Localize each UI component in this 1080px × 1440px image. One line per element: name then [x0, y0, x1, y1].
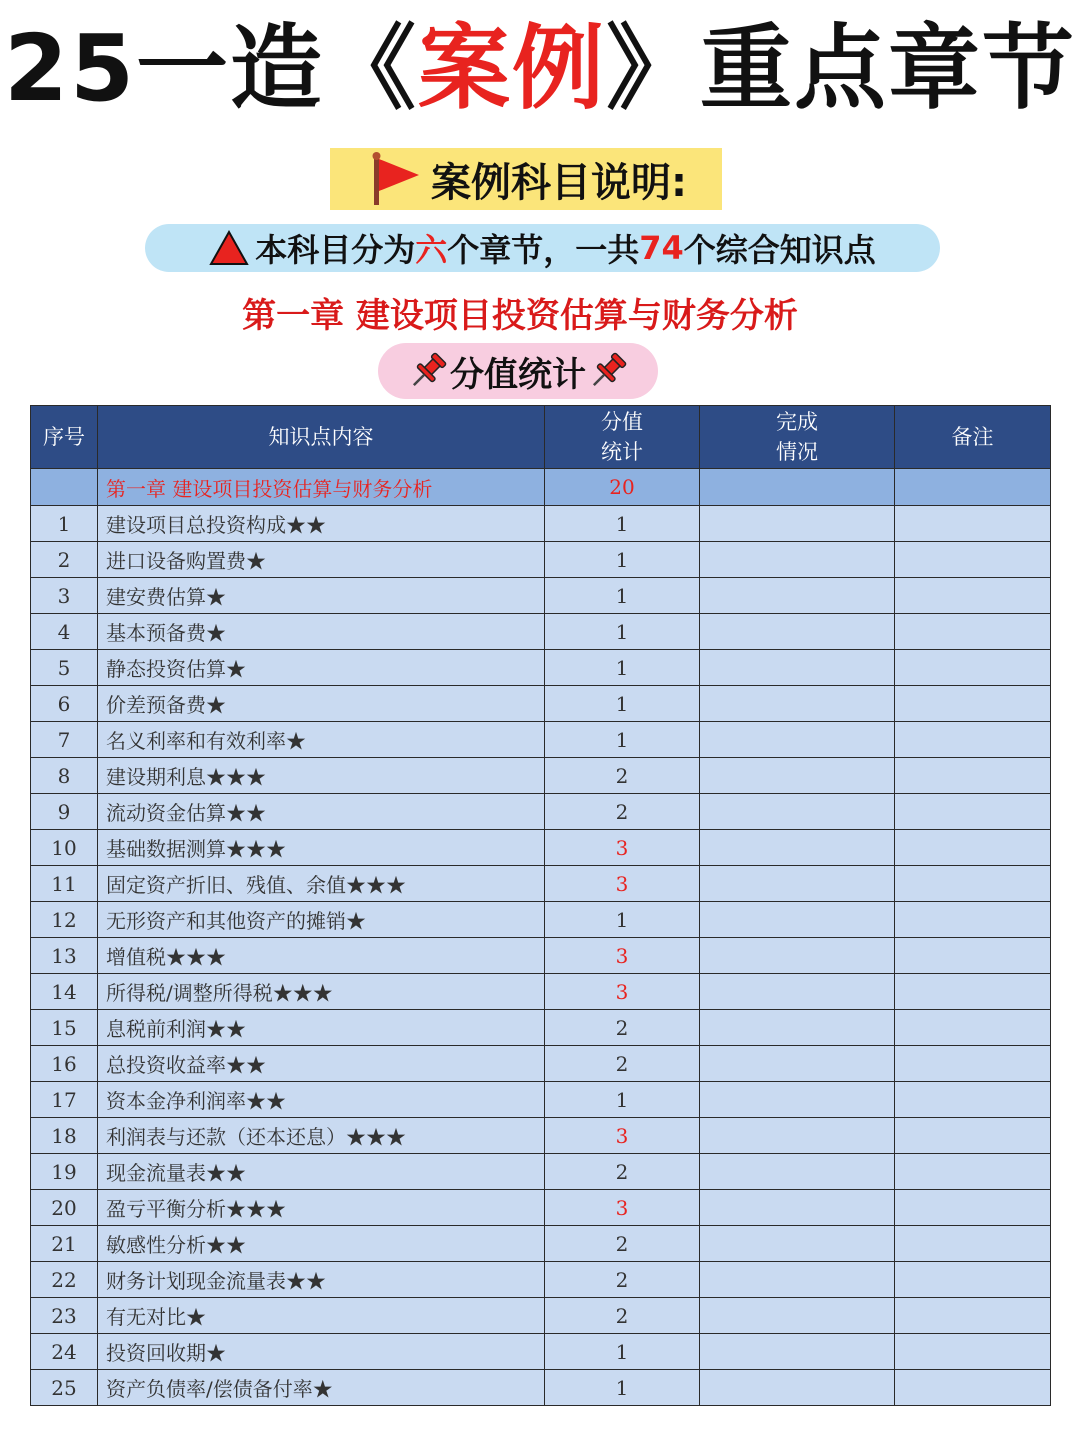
- row-number: 9: [31, 794, 98, 830]
- row-status: [700, 866, 895, 902]
- table-row: [31, 1046, 1051, 1082]
- chapter-row-score: 20: [545, 469, 700, 506]
- row-score: 1: [545, 1334, 700, 1370]
- row-status: [700, 614, 895, 650]
- table-row: [31, 686, 1051, 722]
- row-status: [700, 902, 895, 938]
- row-topic: 盈亏平衡分析★★★: [98, 1190, 545, 1226]
- row-score: 2: [545, 1226, 700, 1262]
- row-number: 10: [31, 830, 98, 866]
- row-topic: 建安费估算★: [98, 578, 545, 614]
- row-note: [895, 614, 1051, 650]
- row-status: [700, 1046, 895, 1082]
- row-note: [895, 1298, 1051, 1334]
- header-score: 分值 统计: [545, 406, 700, 469]
- table-row: [31, 1262, 1051, 1298]
- row-status: [700, 758, 895, 794]
- table-row: [31, 1226, 1051, 1262]
- row-note: [895, 794, 1051, 830]
- table-row: [31, 542, 1051, 578]
- table-row: [31, 1082, 1051, 1118]
- row-status: [700, 1082, 895, 1118]
- row-note: [895, 650, 1051, 686]
- row-status: [700, 938, 895, 974]
- row-number: 18: [31, 1118, 98, 1154]
- summary-point-count: 74: [639, 229, 684, 267]
- row-status: [700, 794, 895, 830]
- table-row: [31, 1118, 1051, 1154]
- chapter-row: [31, 469, 1051, 506]
- page-title: [0, 14, 1080, 124]
- row-number: 6: [31, 686, 98, 722]
- row-number: 15: [31, 1010, 98, 1046]
- row-number: 21: [31, 1226, 98, 1262]
- row-number: 25: [31, 1370, 98, 1406]
- row-note: [895, 1154, 1051, 1190]
- row-note: [895, 542, 1051, 578]
- row-number: 8: [31, 758, 98, 794]
- row-number: 7: [31, 722, 98, 758]
- pill-text: 分值统计: [450, 354, 586, 395]
- row-note: [895, 578, 1051, 614]
- row-note: [895, 830, 1051, 866]
- row-score: 1: [545, 1082, 700, 1118]
- row-note: [895, 866, 1051, 902]
- row-topic: 资本金净利润率★★: [98, 1082, 545, 1118]
- row-topic: 进口设备购置费★: [98, 542, 545, 578]
- row-score: 2: [545, 794, 700, 830]
- row-number: 4: [31, 614, 98, 650]
- row-topic: 利润表与还款（还本还息）★★★: [98, 1118, 545, 1154]
- row-status: [700, 542, 895, 578]
- chapter-row-note: [895, 469, 1051, 506]
- row-note: [895, 1370, 1051, 1406]
- row-topic: 价差预备费★: [98, 686, 545, 722]
- table-row: [31, 902, 1051, 938]
- row-score: 2: [545, 1154, 700, 1190]
- row-note: [895, 1082, 1051, 1118]
- row-topic: 基础数据测算★★★: [98, 830, 545, 866]
- table-row: [31, 650, 1051, 686]
- row-status: [700, 1118, 895, 1154]
- row-note: [895, 758, 1051, 794]
- row-note: [895, 506, 1051, 542]
- row-note: [895, 1118, 1051, 1154]
- row-topic: 建设期利息★★★: [98, 758, 545, 794]
- row-topic: 现金流量表★★: [98, 1154, 545, 1190]
- row-status: [700, 578, 895, 614]
- table-row: [31, 1190, 1051, 1226]
- row-note: [895, 1334, 1051, 1370]
- chapter-heading: 第一章 建设项目投资估算与财务分析: [242, 296, 798, 336]
- row-score: 2: [545, 1262, 700, 1298]
- table-row: [31, 1370, 1051, 1406]
- row-status: [700, 830, 895, 866]
- row-number: 19: [31, 1154, 98, 1190]
- row-status: [700, 1262, 895, 1298]
- row-note: [895, 974, 1051, 1010]
- row-topic: 财务计划现金流量表★★: [98, 1262, 545, 1298]
- row-status: [700, 1154, 895, 1190]
- row-topic: 基本预备费★: [98, 614, 545, 650]
- header-no: 序号: [31, 406, 98, 469]
- row-topic: 静态投资估算★: [98, 650, 545, 686]
- row-number: 24: [31, 1334, 98, 1370]
- row-status: [700, 506, 895, 542]
- row-note: [895, 1046, 1051, 1082]
- row-number: 13: [31, 938, 98, 974]
- score-table: [30, 405, 1051, 1406]
- row-topic: 建设项目总投资构成★★: [98, 506, 545, 542]
- table-row: [31, 1154, 1051, 1190]
- row-score: 1: [545, 506, 700, 542]
- table-row: [31, 578, 1051, 614]
- chapter-row-label: 第一章 建设项目投资估算与财务分析: [98, 469, 545, 506]
- row-topic: 流动资金估算★★: [98, 794, 545, 830]
- table-row: [31, 1010, 1051, 1046]
- summary-text-3: 个综合知识点: [683, 231, 876, 269]
- row-note: [895, 938, 1051, 974]
- header-status: 完成 情况: [700, 406, 895, 469]
- row-score: 3: [545, 1190, 700, 1226]
- row-number: 1: [31, 506, 98, 542]
- table-row: [31, 614, 1051, 650]
- chapter-row-status: [700, 469, 895, 506]
- row-score: 1: [545, 722, 700, 758]
- row-note: [895, 1190, 1051, 1226]
- row-score: 1: [545, 650, 700, 686]
- row-topic: 息税前利润★★: [98, 1010, 545, 1046]
- row-note: [895, 1226, 1051, 1262]
- summary-text-1: 本科目分为: [255, 231, 416, 269]
- table-row: [31, 1298, 1051, 1334]
- row-topic: 有无对比★: [98, 1298, 545, 1334]
- table-row: [31, 1334, 1051, 1370]
- summary-line: [145, 224, 940, 272]
- row-number: 14: [31, 974, 98, 1010]
- row-topic: 固定资产折旧、残值、余值★★★: [98, 866, 545, 902]
- row-number: 20: [31, 1190, 98, 1226]
- row-status: [700, 1334, 895, 1370]
- row-topic: 总投资收益率★★: [98, 1046, 545, 1082]
- header-note: 备注: [895, 406, 1051, 469]
- title-part2: 》重点章节: [606, 15, 1077, 122]
- table-row: [31, 506, 1051, 542]
- row-status: [700, 974, 895, 1010]
- table-row: [31, 938, 1051, 974]
- row-score: 3: [545, 1118, 700, 1154]
- warning-triangle-icon: [209, 230, 249, 266]
- row-status: [700, 1298, 895, 1334]
- row-score: 2: [545, 758, 700, 794]
- row-score: 3: [545, 938, 700, 974]
- row-score: 3: [545, 830, 700, 866]
- row-status: [700, 1370, 895, 1406]
- row-note: [895, 902, 1051, 938]
- row-score: 1: [545, 578, 700, 614]
- table-row: [31, 722, 1051, 758]
- row-note: [895, 686, 1051, 722]
- row-number: 3: [31, 578, 98, 614]
- row-topic: 资产负债率/偿债备付率★: [98, 1370, 545, 1406]
- row-score: 1: [545, 614, 700, 650]
- row-score: 2: [545, 1046, 700, 1082]
- row-number: 17: [31, 1082, 98, 1118]
- table-header-row: [31, 406, 1051, 469]
- pushpin-icon: [406, 349, 450, 393]
- table-row: [31, 974, 1051, 1010]
- row-number: 16: [31, 1046, 98, 1082]
- banner-text: 案例科目说明:: [431, 159, 687, 206]
- table-row: [31, 830, 1051, 866]
- row-score: 1: [545, 1370, 700, 1406]
- row-number: 5: [31, 650, 98, 686]
- row-note: [895, 1010, 1051, 1046]
- pushpin-icon: [586, 349, 630, 393]
- title-part1: 25一造《: [3, 15, 418, 122]
- summary-text-2: 个章节，一共: [447, 231, 640, 269]
- row-topic: 敏感性分析★★: [98, 1226, 545, 1262]
- row-topic: 无形资产和其他资产的摊销★: [98, 902, 545, 938]
- row-note: [895, 1262, 1051, 1298]
- red-flag-icon: [365, 151, 421, 207]
- table-row: [31, 794, 1051, 830]
- title-highlight: 案例: [418, 15, 607, 122]
- row-score: 3: [545, 974, 700, 1010]
- row-status: [700, 650, 895, 686]
- row-number: 22: [31, 1262, 98, 1298]
- header-topic: 知识点内容: [98, 406, 545, 469]
- row-number: 11: [31, 866, 98, 902]
- row-score: 3: [545, 866, 700, 902]
- row-status: [700, 1010, 895, 1046]
- row-status: [700, 686, 895, 722]
- row-number: 2: [31, 542, 98, 578]
- row-status: [700, 1226, 895, 1262]
- row-status: [700, 722, 895, 758]
- row-score: 1: [545, 902, 700, 938]
- table-row: [31, 866, 1051, 902]
- section-banner: [330, 148, 722, 210]
- summary-chapter-count: 六: [415, 231, 448, 269]
- chapter-row-no: [31, 469, 98, 506]
- row-topic: 增值税★★★: [98, 938, 545, 974]
- row-note: [895, 722, 1051, 758]
- row-topic: 所得税/调整所得税★★★: [98, 974, 545, 1010]
- row-topic: 名义利率和有效利率★: [98, 722, 545, 758]
- row-topic: 投资回收期★: [98, 1334, 545, 1370]
- row-status: [700, 1190, 895, 1226]
- row-number: 12: [31, 902, 98, 938]
- row-number: 23: [31, 1298, 98, 1334]
- score-stats-pill: [378, 343, 658, 399]
- row-score: 1: [545, 686, 700, 722]
- row-score: 2: [545, 1010, 700, 1046]
- row-score: 1: [545, 542, 700, 578]
- row-score: 2: [545, 1298, 700, 1334]
- table-row: [31, 758, 1051, 794]
